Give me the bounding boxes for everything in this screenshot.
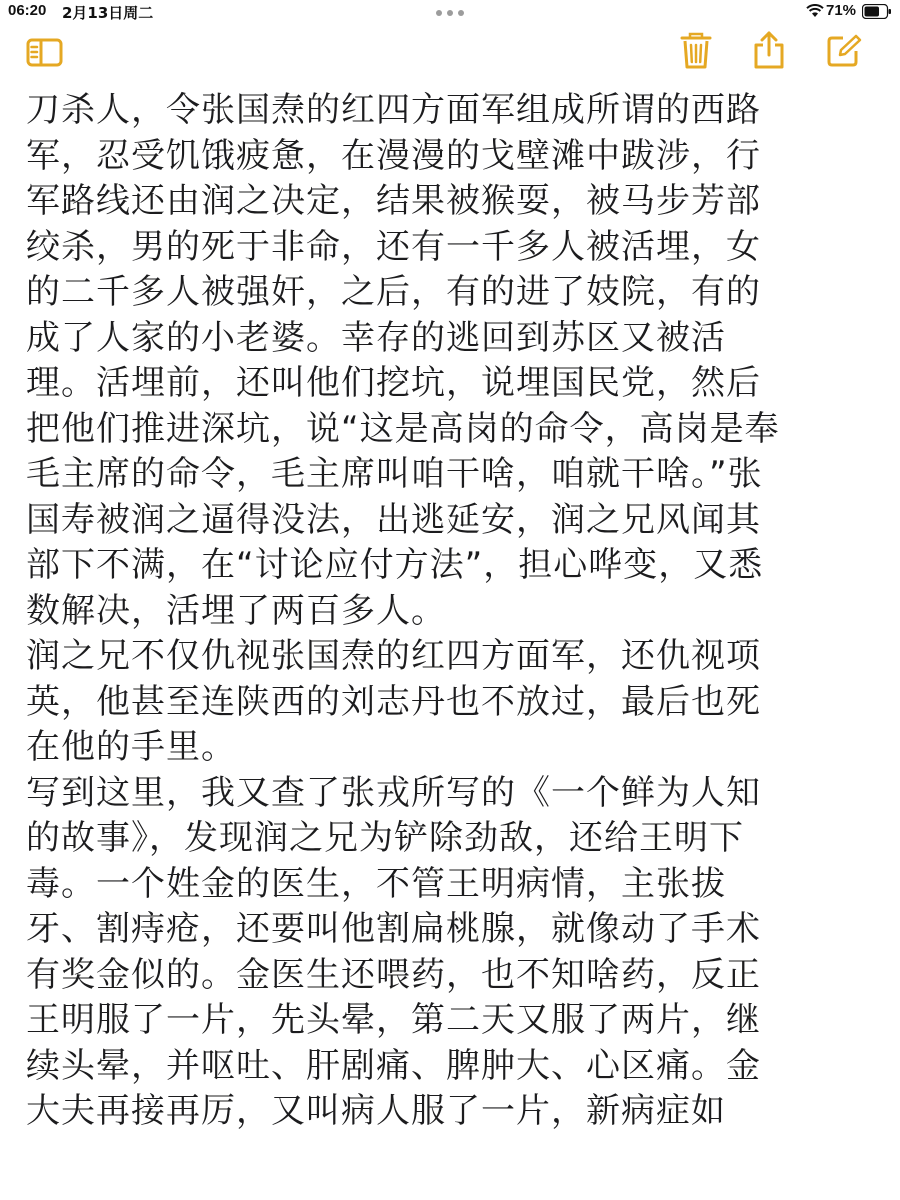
note-text-line: 英，他甚至连陕西的刘志丹也不放过，最后也死 xyxy=(26,681,761,722)
note-text-line: 续头晕，并呕吐、肝剧痛、脾肿大、心区痛。金 xyxy=(26,1045,761,1086)
note-text-line: 毛主席的命令，毛主席叫咱干啥，咱就干啥。”张 xyxy=(26,454,763,494)
status-bar xyxy=(0,0,900,26)
note-text-line: 绞杀，男的死于非命，还有一千多人被活埋，女 xyxy=(26,226,761,267)
note-text-line: 把他们推进深坑，说“这是高岗的命令，高岗是奉 xyxy=(26,408,780,449)
note-text-line: 毒。一个姓金的医生，不管王明病情，主张拔 xyxy=(26,863,726,904)
status-time: 06:20 xyxy=(8,2,47,19)
note-text-line: 数解决，活埋了两百多人。 xyxy=(26,590,446,631)
note-body[interactable] xyxy=(26,88,876,1200)
note-text-line: 的故事》，发现润之兄为铲除劲敌，还给王明下 xyxy=(26,818,744,858)
note-text-line: 大夫再接再厉，又叫病人服了一片，新病症如 xyxy=(26,1091,726,1131)
status-date: 2月13日周二 xyxy=(62,4,154,22)
note-text-line: 军路线还由润之决定，结果被猴耍，被马步芳部 xyxy=(26,181,761,221)
battery-percentage: 71% xyxy=(826,2,857,19)
note-text-line: 刀杀人，令张国焘的红四方面军组成所谓的西路 xyxy=(26,90,761,130)
note-text-line: 国寿被润之逼得没法，出逃延安，润之兄风闻其 xyxy=(26,499,761,540)
note-text-line: 牙、割痔疮，还要叫他割扁桃腺，就像动了手术 xyxy=(26,909,761,949)
wifi-icon xyxy=(806,4,824,18)
note-text-line: 成了人家的小老婆。幸存的逃回到苏区又被活 xyxy=(26,317,726,358)
battery-icon xyxy=(862,4,892,19)
note-text-line: 在他的手里。 xyxy=(26,727,236,767)
note-text-line: 部下不满，在“讨论应付方法”，担心哗变，又悉 xyxy=(26,545,764,585)
note-text-line: 军，忍受饥饿疲惫，在漫漫的戈壁滩中跋涉，行 xyxy=(26,135,761,176)
note-text-line: 理。活埋前，还叫他们挖坑，说埋国民党，然后 xyxy=(26,363,761,403)
note-text-line: 有奖金似的。金医生还喂药，也不知啥药，反正 xyxy=(26,954,761,995)
note-text-line: 写到这里，我又查了张戎所写的《一个鲜为人知 xyxy=(26,772,761,813)
note-text-line: 的二千多人被强奸，之后，有的进了妓院，有的 xyxy=(26,272,761,312)
multitasking-dots-icon[interactable] xyxy=(436,10,464,16)
note-text-line: 王明服了一片，先头晕，第二天又服了两片，继 xyxy=(26,1000,761,1040)
note-text-line: 润之兄不仅仇视张国焘的红四方面军，还仇视项 xyxy=(26,636,761,676)
clipped-previous-line xyxy=(26,62,886,84)
